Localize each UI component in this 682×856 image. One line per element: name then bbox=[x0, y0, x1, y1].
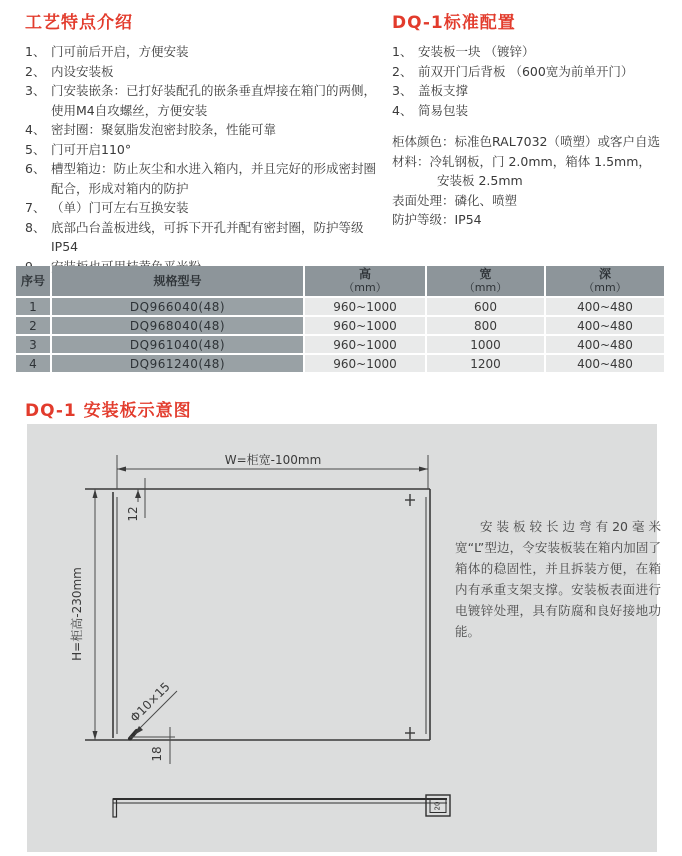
spec-line-color: 柜体颜色：标准色RAL7032（喷塑）或客户自选 bbox=[392, 134, 661, 149]
table-header-row bbox=[16, 266, 664, 296]
feature-item bbox=[25, 62, 381, 82]
config-item bbox=[392, 101, 674, 121]
item-text: （单）门可左右互换安装 bbox=[51, 200, 189, 215]
arrow-up-icon bbox=[93, 489, 98, 498]
dim-height-label: H=柜高-230mm bbox=[70, 567, 84, 661]
item-text: 门可开启110° bbox=[51, 141, 132, 157]
table-row bbox=[16, 336, 664, 353]
cell-height: 960~1000 bbox=[305, 355, 425, 372]
item-number: 3、 bbox=[25, 83, 46, 98]
arrow-down-icon bbox=[93, 731, 98, 740]
cell-index: 1 bbox=[16, 298, 50, 315]
col-header-index: 序号 bbox=[16, 266, 50, 296]
cell-index: 4 bbox=[16, 355, 50, 372]
config-list bbox=[392, 42, 674, 120]
feature-item bbox=[25, 120, 381, 140]
config-section bbox=[392, 8, 674, 230]
item-number: 7、 bbox=[25, 200, 46, 215]
item-text: 密封圈：聚氨脂发泡密封胶条，性能可靠 bbox=[51, 122, 277, 137]
arrow-left-icon bbox=[117, 467, 126, 472]
item-text: 槽型箱边：防止灰尘和水进入箱内，并且完好的形成密封圈配合，形成对箱内的防护 bbox=[51, 161, 377, 196]
dim-flange-label: 20 bbox=[433, 801, 442, 811]
cell-model: DQ961040(48) bbox=[52, 336, 303, 353]
item-number: 2、 bbox=[25, 63, 46, 79]
item-text: 简易包装 bbox=[418, 102, 469, 118]
diagram-title: DQ-1 安装板示意图 bbox=[25, 401, 192, 421]
feature-item bbox=[25, 198, 381, 218]
cell-model: DQ968040(48) bbox=[52, 317, 303, 334]
spec-table bbox=[14, 264, 666, 374]
top-offset-dimension bbox=[126, 478, 145, 522]
spec-line-protection: 防护等级：IP54 bbox=[392, 212, 482, 227]
dim-width-label: W=柜宽-100mm bbox=[224, 453, 322, 467]
config-item bbox=[392, 42, 674, 62]
item-text: 内设安装板 bbox=[51, 63, 114, 79]
cell-index: 3 bbox=[16, 336, 50, 353]
feature-item bbox=[25, 42, 381, 62]
col-header-model: 规格型号 bbox=[52, 266, 303, 296]
item-number: 2、 bbox=[392, 63, 413, 79]
item-text: 门可前后开启，方便安装 bbox=[51, 44, 189, 59]
cell-width: 1000 bbox=[427, 336, 544, 353]
config-item bbox=[392, 62, 674, 82]
cell-depth: 400~480 bbox=[546, 355, 664, 372]
cell-model: DQ961240(48) bbox=[52, 355, 303, 372]
config-title: DQ-1标准配置 bbox=[392, 13, 516, 33]
item-number: 3、 bbox=[392, 83, 413, 98]
arrow-right-icon bbox=[419, 467, 428, 472]
feature-item bbox=[25, 159, 381, 198]
diagram-panel bbox=[27, 424, 661, 852]
item-number: 4、 bbox=[25, 122, 46, 137]
spec-line-material-cont: 安装板 2.5mm bbox=[437, 173, 523, 188]
cell-model: DQ966040(48) bbox=[52, 298, 303, 315]
cell-width: 1200 bbox=[427, 355, 544, 372]
spec-lines bbox=[392, 132, 674, 230]
dim-offset-top-label: 12 bbox=[126, 506, 140, 522]
cell-width: 600 bbox=[427, 298, 544, 315]
dim-slot-offset-label: 18 bbox=[150, 746, 164, 762]
item-number: 4、 bbox=[392, 102, 413, 118]
item-number: 1、 bbox=[25, 44, 46, 59]
item-number: 1、 bbox=[392, 44, 413, 59]
cell-depth: 400~480 bbox=[546, 336, 664, 353]
plate-outline bbox=[85, 489, 430, 740]
cell-width: 800 bbox=[427, 317, 544, 334]
diagram-note: 安装板较长边弯有20毫米宽“L”型边，令安装板装在箱内加固了箱体的稳固性，并且拆装方便，在箱内有承重支架支撑。安装板表面进行电镀锌处理，具有防腐和良好接地功能。 bbox=[455, 519, 661, 639]
feature-item bbox=[25, 218, 381, 257]
col-header-width: 宽 （mm） bbox=[427, 266, 544, 296]
feature-item bbox=[25, 140, 381, 160]
col-header-depth: 深 （mm） bbox=[546, 266, 664, 296]
profile-left-flange bbox=[113, 799, 117, 817]
col-header-height: 高 （mm） bbox=[305, 266, 425, 296]
item-text: 前双开门后背板 （600宽为前单开门） bbox=[418, 63, 634, 79]
item-text: 盖板支撑 bbox=[418, 83, 469, 98]
table-row bbox=[16, 298, 664, 315]
spec-line-surface: 表面处理：磷化、喷塑 bbox=[392, 192, 518, 208]
features-title: 工艺特点介绍 bbox=[25, 13, 133, 33]
cell-height: 960~1000 bbox=[305, 298, 425, 315]
height-dimension bbox=[69, 489, 98, 740]
item-text: 安装板一块 （镀锌） bbox=[418, 44, 535, 59]
table-row bbox=[16, 355, 664, 372]
cell-depth: 400~480 bbox=[546, 317, 664, 334]
corner-cross-icon bbox=[405, 494, 415, 506]
table-row bbox=[16, 317, 664, 334]
profile-view bbox=[113, 795, 450, 817]
dim-slot-label: Φ10×15 bbox=[127, 679, 173, 725]
item-text: 底部凸台盖板进线，可拆下开孔并配有密封圈，防护等级 IP54 bbox=[51, 219, 364, 254]
spec-line-material: 材料：冷轧钢板，门 2.0mm，箱体 1.5mm， bbox=[392, 153, 651, 169]
cell-index: 2 bbox=[16, 317, 50, 334]
arrow-up-icon bbox=[135, 490, 141, 498]
features-list bbox=[25, 42, 381, 276]
cell-depth: 400~480 bbox=[546, 298, 664, 315]
feature-item bbox=[25, 81, 381, 120]
item-number: 5、 bbox=[25, 141, 46, 157]
features-section bbox=[25, 8, 381, 276]
item-number: 8、 bbox=[25, 219, 46, 235]
corner-cross-icon bbox=[405, 727, 415, 739]
width-dimension bbox=[117, 452, 428, 489]
config-item bbox=[392, 81, 674, 101]
cell-height: 960~1000 bbox=[305, 336, 425, 353]
item-text: 门安装嵌条：已打好装配孔的嵌条垂直焊接在箱门的两侧，使用M4自攻螺丝，方便安装 bbox=[51, 83, 377, 118]
cell-height: 960~1000 bbox=[305, 317, 425, 334]
item-number: 6、 bbox=[25, 161, 46, 176]
